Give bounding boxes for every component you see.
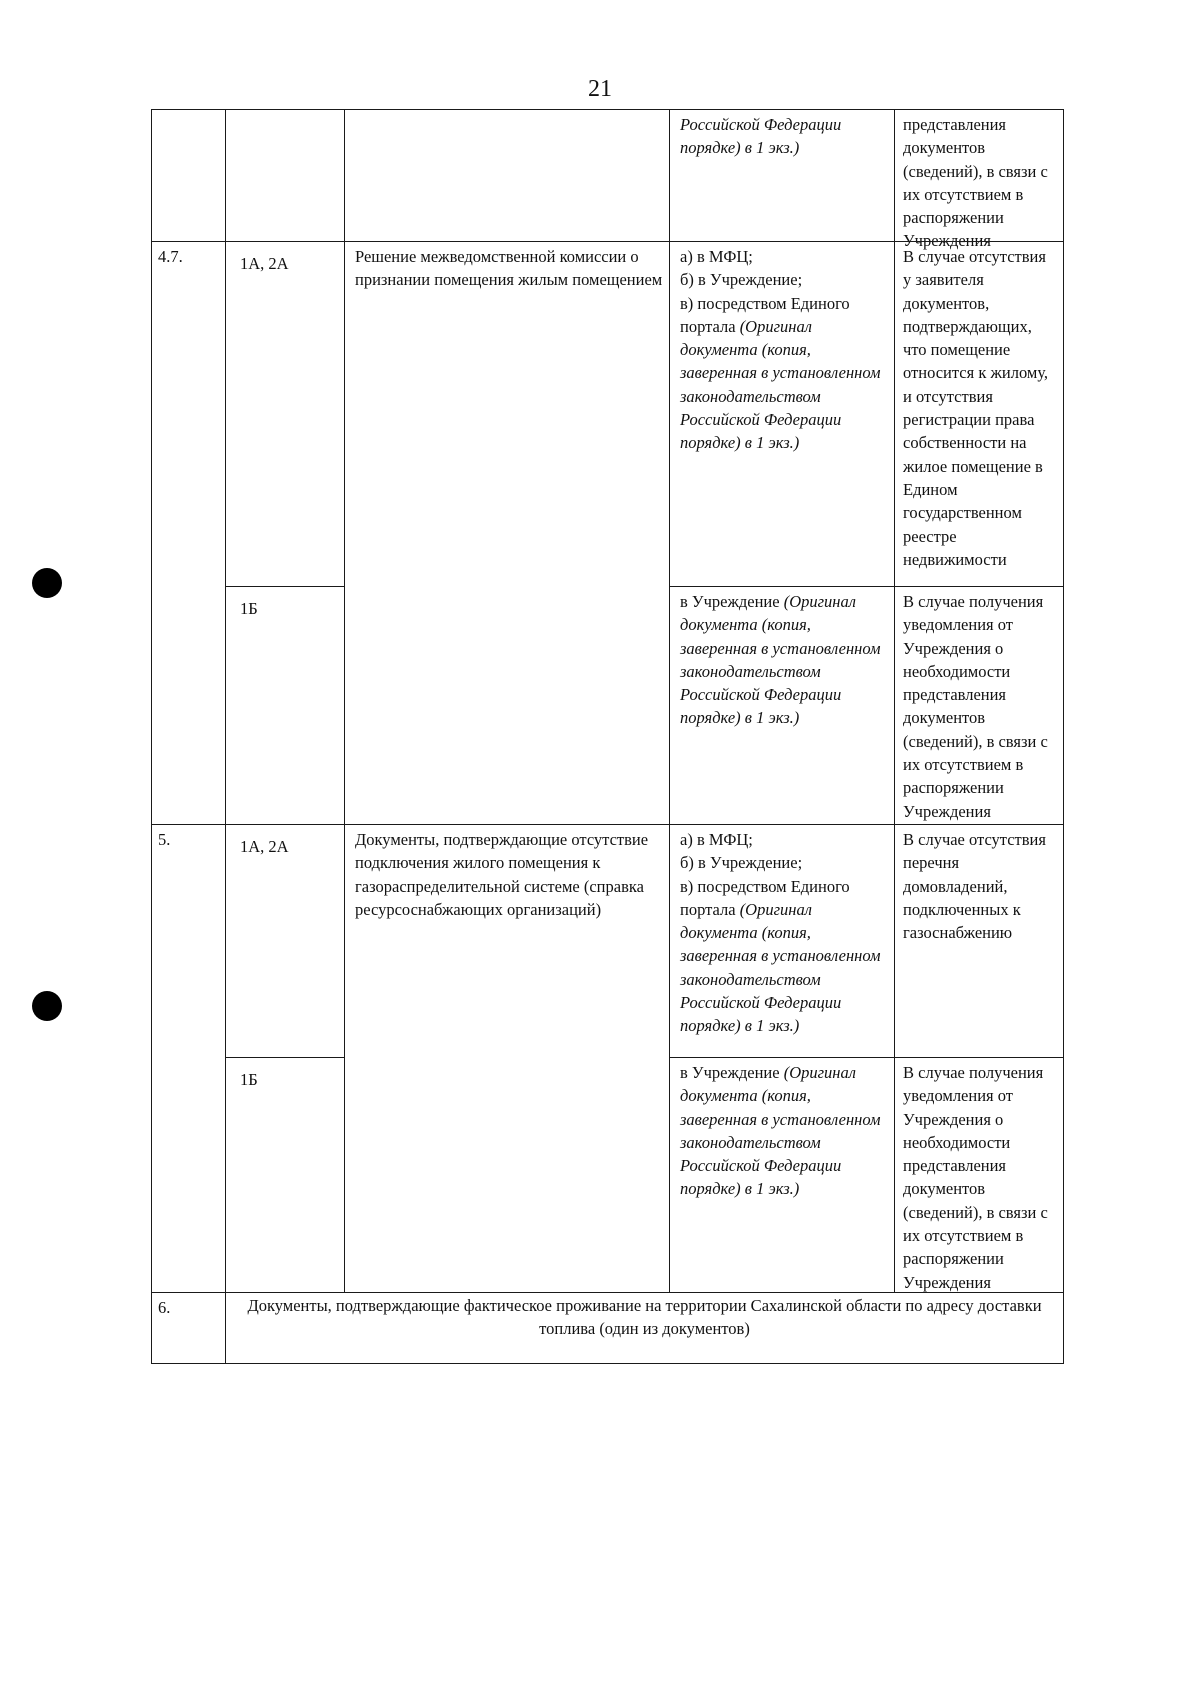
row-4-7-number: 4.7.	[158, 247, 183, 266]
row-4-7-method-a-italic: (Оригинал документа (копия, заверенная в установленном законодательством Российской Федерации порядке) в 1 экз.)	[680, 316, 881, 453]
row-4-7-document-text: Решение межведомственной комиссии о признании помещения жилым помещением	[355, 247, 663, 290]
row-4-7-condition-b-text: В случае получения уведомления от Учреждения о необходимости представления документов (сведений), в связи с их отсутствием в распоряжении Учреждения	[903, 592, 1048, 821]
punch-hole-upper	[32, 568, 62, 598]
row-5-method-a-cell	[669, 824, 895, 1058]
row-continued-method-text: Российской Федерации порядке) в 1 экз.)	[680, 115, 842, 158]
row-4-7-condition-b-cell	[894, 586, 1064, 825]
row-continued-condition-text: представления документов (сведений), в связи с их отсутствием в распоряжении Учреждения	[903, 115, 1048, 251]
row-4-7-document-cell	[344, 241, 670, 825]
row-5-number: 5.	[158, 830, 171, 849]
row-4-7-method-b-italic: (Оригинал документа (копия, заверенная в установленном законодательством Российской Федерации порядке) в 1 экз.)	[680, 592, 881, 728]
row-continued-num-cell	[151, 109, 226, 242]
row-6-text: Документы, подтверждающие фактическое проживание на территории Сахалинской области по адресу доставки топлива (один из документов)	[247, 1296, 1042, 1339]
row-4-7-category-b: 1Б	[240, 599, 258, 618]
row-continued-document-cell	[344, 109, 670, 242]
row-continued-category-cell	[225, 109, 345, 242]
row-6-number: 6.	[158, 1298, 171, 1317]
row-4-7-method-b-cell	[669, 586, 895, 825]
row-4-7-num-cell	[151, 241, 226, 825]
row-5-num-cell	[151, 824, 226, 1293]
row-4-7-method-a-plain: а) в МФЦ; б) в Учреждение; в) посредством Единого портала	[680, 247, 850, 336]
row-4-7-category-b-cell	[225, 586, 345, 825]
row-6-text-cell	[225, 1292, 1064, 1364]
row-5-category-a-cell	[225, 824, 345, 1058]
row-6-num-cell	[151, 1292, 226, 1364]
row-4-7-method-b-plain: в Учреждение	[680, 592, 780, 611]
punch-hole-lower	[32, 991, 62, 1021]
page-number: 21	[588, 76, 612, 102]
row-5-category-a: 1А, 2А	[240, 837, 289, 856]
row-5-method-b-cell	[669, 1057, 895, 1293]
row-5-method-a-plain: а) в МФЦ; б) в Учреждение; в) посредством Единого портала	[680, 830, 850, 919]
row-5-document-cell	[344, 824, 670, 1293]
row-5-condition-b-cell	[894, 1057, 1064, 1293]
row-5-method-b-italic: (Оригинал документа (копия, заверенная в установленном законодательством Российской Федерации порядке) в 1 экз.)	[680, 1063, 881, 1199]
row-4-7-condition-a-cell	[894, 241, 1064, 587]
row-5-condition-b-text: В случае получения уведомления от Учреждения о необходимости представления документов (сведений), в связи с их отсутствием в распоряжении Учреждения	[903, 1063, 1048, 1292]
row-continued-method-cell	[669, 109, 895, 242]
row-4-7-method-a-cell	[669, 241, 895, 587]
row-5-category-b: 1Б	[240, 1070, 258, 1089]
row-5-method-a-italic: (Оригинал документа (копия, заверенная в установленном законодательством Российской Федерации порядке) в 1 экз.)	[680, 899, 881, 1036]
row-4-7-condition-a-text: В случае отсутствия у заявителя документов, подтверждающих, что помещение относится к жилому, и отсутствия регистрации права собственности на жилое помещение в Едином государственном реестре недвижимости	[903, 247, 1049, 569]
row-5-condition-a-cell	[894, 824, 1064, 1058]
row-4-7-category-a-cell	[225, 241, 345, 587]
row-5-method-b-plain: в Учреждение	[680, 1063, 780, 1082]
row-4-7-category-a: 1А, 2А	[240, 254, 289, 273]
row-5-document-text: Документы, подтверждающие отсутствие подключения жилого помещения к газораспределительной системе (справка ресурсоснабжающих организаций)	[355, 830, 649, 919]
row-continued-condition-cell	[894, 109, 1064, 251]
row-5-condition-a-text: В случае отсутствия перечня домовладений, подключенных к газоснабжению	[903, 830, 1046, 943]
row-5-category-b-cell	[225, 1057, 345, 1293]
